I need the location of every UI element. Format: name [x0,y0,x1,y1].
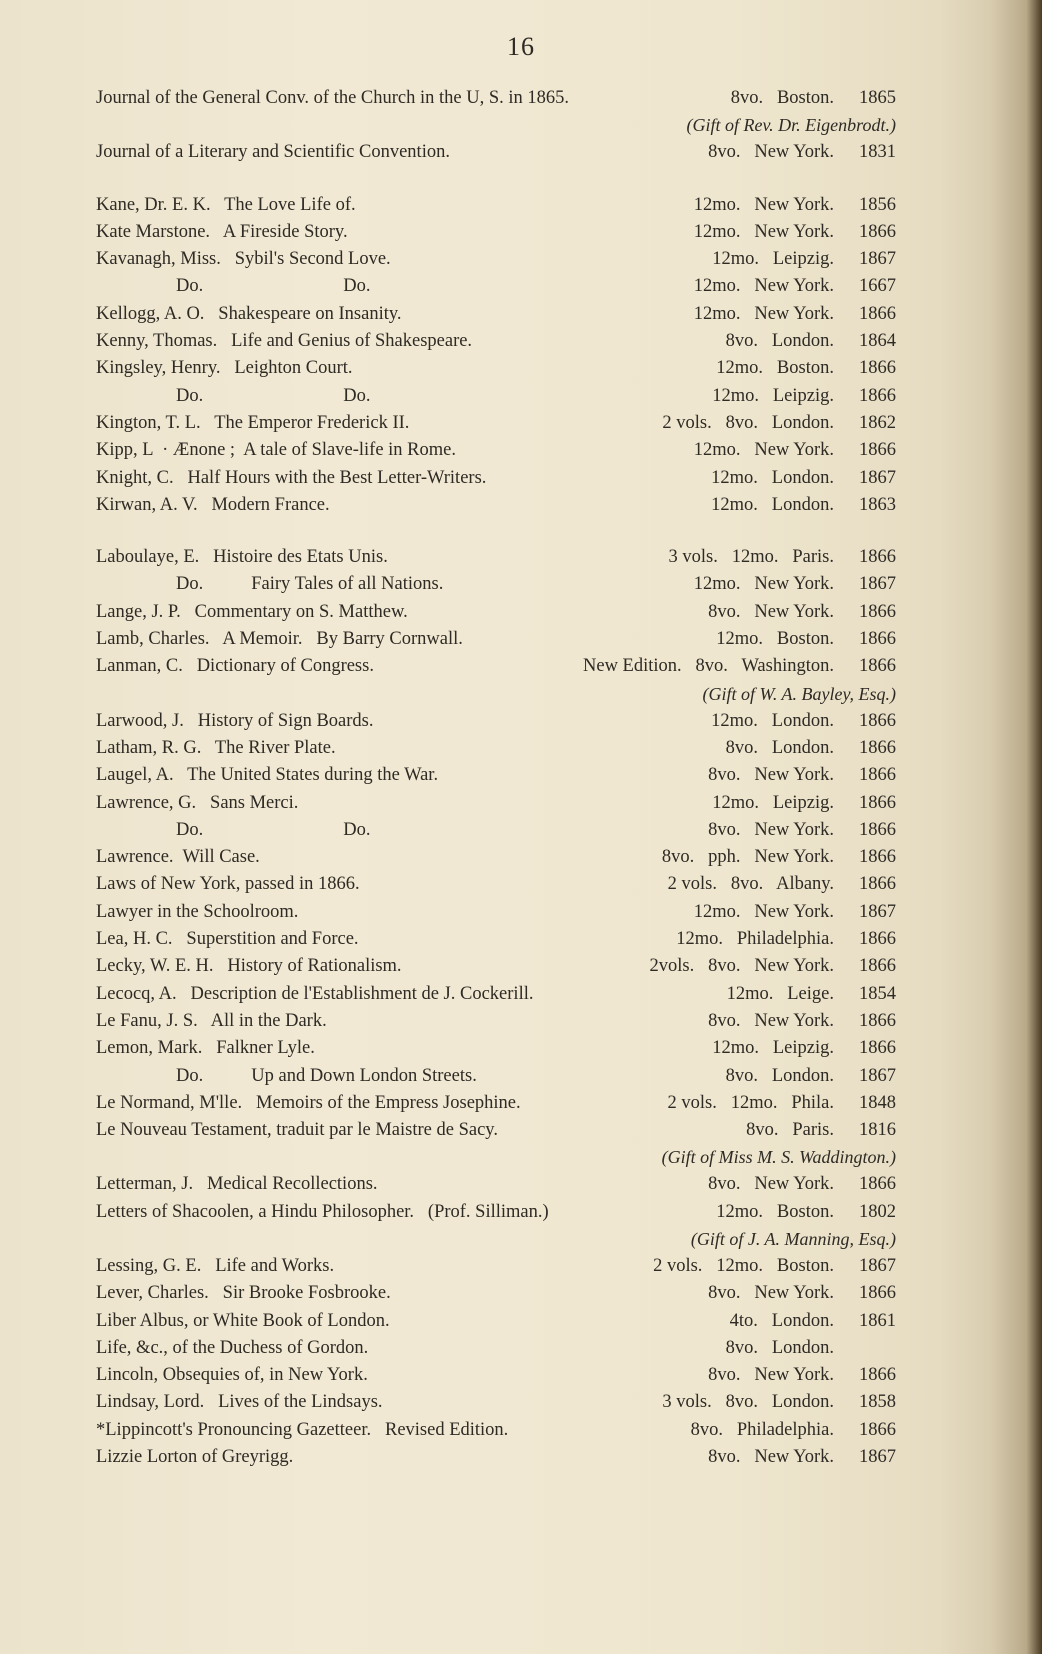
entry-year: 1862 [859,412,896,433]
entry-year: 1866 [859,956,896,977]
catalog-entry [96,142,896,169]
entry-year: 1867 [859,1447,896,1468]
entry-title: Laboulaye, E. Histoire des Etats Unis. [96,547,388,568]
entry-title: Laws of New York, passed in 1866. [96,874,360,895]
entry-format-place: 2 vols. 8vo. Albany. [667,874,834,895]
ditto-title: Up and Down London Streets. [251,1065,477,1086]
entry-imprint [746,1120,896,1141]
entry-year: 1864 [859,331,896,352]
entry-imprint [712,386,896,407]
entry-imprint [694,574,896,595]
entry-format-place: 2vols. 8vo. New York. [649,956,834,977]
entry-format-place: 12mo. London. [711,710,834,731]
entry-imprint [716,1202,896,1223]
entry-format-place: 12mo. New York. [693,574,834,595]
entry-format-place: 8vo. New York. [708,142,834,163]
ditto-title: Do. [343,276,371,297]
entry-imprint [731,88,896,109]
entry-title-ditto [96,574,443,595]
catalog-entry [96,738,896,765]
entry-format-place: New Edition. 8vo. Washington. [583,656,834,677]
ditto-title: Do. [343,385,371,406]
entry-format-place: 12mo. Boston. [716,358,834,379]
catalog-entry [96,984,896,1011]
entry-title: Kenny, Thomas. Life and Genius of Shakespeare. [96,331,473,352]
entry-format-place: 12mo. Leipzig. [712,249,834,270]
entry-imprint [708,1283,896,1304]
entry-year: 1866 [859,1365,896,1386]
entry-imprint [668,874,896,895]
entry-year: 1861 [859,1310,896,1331]
catalog-entry [96,1011,896,1038]
entry-imprint [694,440,896,461]
entry-imprint [708,1011,896,1032]
entry-year: 1866 [859,929,896,950]
entry-title: Lea, H. C. Superstition and Force. [96,929,359,950]
entry-imprint [711,711,896,732]
entry-title: Lindsay, Lord. Lives of the Lindsays. [96,1392,383,1413]
entry-imprint [727,984,896,1005]
entry-format-place: 12mo. Leipzig. [712,792,834,813]
entry-year: 1866 [859,874,896,895]
entry-format-place: 2 vols. 8vo. London. [662,412,834,433]
entry-title: Kingsley, Henry. Leighton Court. [96,358,353,379]
entry-year: 1866 [859,765,896,786]
entry-format-place: 8vo. London. [725,1065,834,1086]
ditto-author: Do. [176,276,204,297]
entry-year: 1866 [859,221,896,242]
entry-format-place: 8vo. New York. [708,819,834,840]
catalog-entry [96,386,896,413]
ditto-author: Do. [176,1065,204,1086]
entry-year: 1866 [859,385,896,406]
catalog-entry [96,929,896,956]
entry-imprint [726,1338,896,1359]
ditto-title: Do. [343,819,371,840]
entry-imprint [649,956,896,977]
entry-format-place: 12mo. New York. [693,194,834,215]
ditto-author: Do. [176,574,204,595]
catalog-entry [96,1447,896,1474]
entry-format-place: 12mo. New York. [693,440,834,461]
catalog-entry [96,574,896,601]
catalog-entry [96,304,896,331]
entry-imprint [708,765,896,786]
entry-title-ditto [96,820,371,841]
entry-imprint [708,142,896,163]
entry-title: Kate Marstone. A Fireside Story. [96,221,348,242]
entry-imprint [583,656,896,677]
entry-title: Knight, C. Half Hours with the Best Letter-Writers. [96,467,487,488]
catalog-entry [96,413,896,440]
entry-title: Kellogg, A. O. Shakespeare on Insanity. [96,303,402,324]
entry-title: Lanman, C. Dictionary of Congress. [96,656,374,677]
entry-imprint [708,820,896,841]
catalog-section [96,88,896,170]
entry-format-place: 2 vols. 12mo. Boston. [653,1255,834,1276]
entry-title: Lessing, G. E. Life and Works. [96,1255,335,1276]
entry-title: Le Fanu, J. S. All in the Dark. [96,1010,327,1031]
entry-format-place: 3 vols. 8vo. London. [662,1392,834,1413]
entry-title: Lange, J. P. Commentary on S. Matthew. [96,601,408,622]
entry-year: 1858 [859,1392,896,1413]
entry-imprint [726,331,896,352]
entry-year: 1867 [859,1065,896,1086]
entry-title: Lawyer in the Schoolroom. [96,901,299,922]
entry-year: 1863 [859,494,896,515]
catalog-entry [96,495,896,522]
catalog-entry [96,1392,896,1419]
entry-imprint [708,602,896,623]
entry-year: 1854 [859,983,896,1004]
catalog-entry [96,1066,896,1093]
entry-format-place: 12mo. New York. [693,303,834,324]
entry-format-place: 12mo. New York. [693,901,834,922]
entry-title: Larwood, J. History of Sign Boards. [96,710,374,731]
ditto-title: Fairy Tales of all Nations. [251,574,444,595]
entry-format-place: 8vo. New York. [708,601,834,622]
section-gap [96,170,896,195]
entry-format-place: 12mo. Leipzig. [712,385,834,406]
entry-format-place: 12mo. Philadelphia. [676,929,834,950]
entry-title: Journal of the General Conv. of the Church in the U, S. in 1865. [96,88,570,108]
ditto-author: Do. [176,819,204,840]
entry-imprint [716,629,896,650]
entry-year: 1867 [859,574,896,595]
entry-year: 1667 [859,276,896,297]
catalog-entry [96,602,896,629]
entry-title: Laugel, A. The United States during the War. [96,765,439,786]
entry-imprint [712,249,896,270]
entry-format-place: 12mo. London. [711,494,834,515]
entry-imprint [669,547,896,568]
entry-title: Le Nouveau Testament, traduit par le Maistre de Sacy. [96,1120,498,1141]
entry-year: 1866 [859,792,896,813]
entry-imprint [711,468,896,489]
entry-year: 1866 [859,1010,896,1031]
entry-title: Kirwan, A. V. Modern France. [96,494,330,515]
catalog-entry [96,1365,896,1392]
entry-imprint [653,1256,896,1277]
entry-title: Le Normand, M'lle. Memoirs of the Empress Josephine. [96,1092,521,1113]
entry-imprint [712,793,896,814]
entry-title: Lecocq, A. Description de l'Establishment de J. Cockerill. [96,983,534,1004]
entry-format-place: 12mo. Leipzig. [712,1038,834,1059]
catalog-entry [96,222,896,249]
catalog-entry [96,629,896,656]
catalog-entry [96,847,896,874]
catalog-entry [96,1202,896,1229]
entry-format-place: 8vo. New York. [708,1283,834,1304]
entry-year: 1866 [859,547,896,568]
entry-year: 1866 [859,1283,896,1304]
entry-imprint [676,929,896,950]
catalog-entry [96,1338,896,1365]
ditto-author: Do. [176,385,204,406]
entry-title: Lawrence, G. Sans Merci. [96,792,299,813]
entry-title: Lamb, Charles. A Memoir. By Barry Cornwall. [96,629,463,650]
entry-imprint [726,738,896,759]
entry-format-place: 8vo. New York. [708,1365,834,1386]
catalog-entry [96,249,896,276]
entry-imprint [708,1174,896,1195]
entry-format-place: 8vo. pph. New York. [661,847,834,868]
gift-note: (Gift of J. A. Manning, Esq.) [690,1228,896,1249]
entry-format-place: 8vo. Paris. [746,1120,834,1141]
catalog-entry [96,440,896,467]
entry-year: 1867 [859,1255,896,1276]
entry-format-place: 8vo. New York. [708,1174,834,1195]
catalog-entry [96,1174,896,1201]
catalog-entry [96,331,896,358]
entry-title: Lawrence. Will Case. [96,847,260,868]
entry-title-ditto [96,1066,477,1087]
entry-year: 1865 [859,88,896,108]
entry-title: Liber Albus, or White Book of London. [96,1310,390,1331]
entry-year: 1866 [859,656,896,677]
entry-format-place: 8vo. London. [725,1337,834,1358]
entry-title: Kane, Dr. E. K. The Love Life of. [96,194,356,215]
catalog-entry [96,711,896,738]
entry-imprint [694,276,896,297]
entry-title: Life, &c., of the Duchess of Gordon. [96,1337,369,1358]
catalog-entry [96,468,896,495]
entry-format-place: 8vo. Philadelphia. [690,1419,834,1440]
entry-format-place: 12mo. Leige. [726,983,834,1004]
entry-title: Lizzie Lorton of Greyrigg. [96,1447,294,1468]
catalog-entry [96,1283,896,1310]
entry-title-ditto [96,276,371,297]
catalog-entry [96,820,896,847]
entry-title: Kavanagh, Miss. Sybil's Second Love. [96,249,391,270]
entry-imprint [691,1420,896,1441]
entry-year: 1866 [859,358,896,379]
entry-format-place: 4to. London. [729,1310,834,1331]
entry-year: 1831 [859,142,896,163]
entry-year: 1866 [859,847,896,868]
catalog-entry [96,902,896,929]
entry-format-place: 12mo. Boston. [716,629,834,650]
entry-year: 1856 [859,194,896,215]
entry-imprint [667,1093,896,1114]
catalog-entry [96,195,896,222]
page-number: 16 [507,32,535,61]
entry-imprint [708,1447,896,1468]
entry-year: 1866 [859,1419,896,1440]
entry-year: 1867 [859,901,896,922]
entry-year: 1866 [859,440,896,461]
entry-format-place: 8vo. New York. [708,1010,834,1031]
entry-year: 1866 [859,629,896,650]
entry-title: Kington, T. L. The Emperor Frederick II. [96,412,410,433]
catalog-section [96,547,896,1474]
entry-format-place: 8vo. Boston. [730,88,834,108]
catalog-list [96,88,896,1474]
entry-imprint [730,1311,896,1332]
entry-year: 1866 [859,303,896,324]
entry-format-place: 3 vols. 12mo. Paris. [668,547,834,568]
entry-format-place: 12mo. London. [711,467,834,488]
entry-format-place: 8vo. London. [725,331,834,352]
catalog-entry [96,793,896,820]
entry-imprint [694,222,896,243]
entry-title: *Lippincott's Pronouncing Gazetteer. Revised Edition. [96,1419,509,1440]
entry-title: Journal of a Literary and Scientific Convention. [96,142,450,163]
entry-title: Lecky, W. E. H. History of Rationalism. [96,956,402,977]
catalog-entry [96,1120,896,1147]
entry-title: Lever, Charles. Sir Brooke Fosbrooke. [96,1283,391,1304]
entry-format-place: 12mo. New York. [693,221,834,242]
catalog-entry [96,1093,896,1120]
entry-title-ditto [96,386,371,407]
entry-year: 1848 [859,1092,896,1113]
section-gap [96,522,896,547]
entry-year: 1866 [859,710,896,731]
gift-note: (Gift of Miss M. S. Waddington.) [661,1147,896,1168]
catalog-entry [96,765,896,792]
entry-year: 1802 [859,1201,896,1222]
entry-imprint [662,413,896,434]
entry-title: Letters of Shacoolen, a Hindu Philosopher. (Prof. Silliman.) [96,1201,549,1222]
catalog-entry [96,1311,896,1338]
entry-title: Lemon, Mark. Falkner Lyle. [96,1038,315,1059]
catalog-entry [96,1256,896,1283]
catalog-entry [96,656,896,683]
catalog-entry [96,547,896,574]
entry-imprint [726,1066,896,1087]
catalog-entry [96,956,896,983]
entry-year: 1866 [859,1174,896,1195]
catalog-entry [96,276,896,303]
gift-note: (Gift of W. A. Bayley, Esq.) [702,683,896,704]
entry-imprint [711,495,896,516]
entry-title: Latham, R. G. The River Plate. [96,737,336,758]
entry-year: 1866 [859,601,896,622]
gift-note: (Gift of Rev. Dr. Eigenbrodt.) [686,115,896,136]
catalog-entry [96,1420,896,1447]
entry-year: 1866 [859,737,896,758]
entry-format-place: 8vo. New York. [708,1447,834,1468]
catalog-entry [96,88,896,115]
entry-format-place: 12mo. Boston. [716,1201,834,1222]
entry-imprint [716,358,896,379]
entry-imprint [662,847,896,868]
entry-format-place: 12mo. New York. [693,276,834,297]
entry-year: 1866 [859,819,896,840]
entry-format-place: 2 vols. 12mo. Phila. [667,1092,834,1113]
entry-year: 1816 [859,1120,896,1141]
entry-year: 1867 [859,467,896,488]
entry-imprint [708,1365,896,1386]
entry-title: Letterman, J. Medical Recollections. [96,1174,378,1195]
catalog-entry [96,358,896,385]
catalog-entry [96,874,896,901]
entry-format-place: 8vo. London. [725,737,834,758]
entry-imprint [694,304,896,325]
catalog-section [96,195,896,523]
entry-imprint [694,902,896,923]
entry-imprint [712,1038,896,1059]
entry-title: Lincoln, Obsequies of, in New York. [96,1365,368,1386]
entry-format-place: 8vo. New York. [708,765,834,786]
entry-imprint [694,195,896,216]
entry-imprint [662,1392,896,1413]
entry-year: 1867 [859,249,896,270]
entry-year: 1866 [859,1038,896,1059]
catalog-entry [96,1038,896,1065]
entry-title: Kipp, L · Ænone ; A tale of Slave-life in Rome. [96,440,457,461]
